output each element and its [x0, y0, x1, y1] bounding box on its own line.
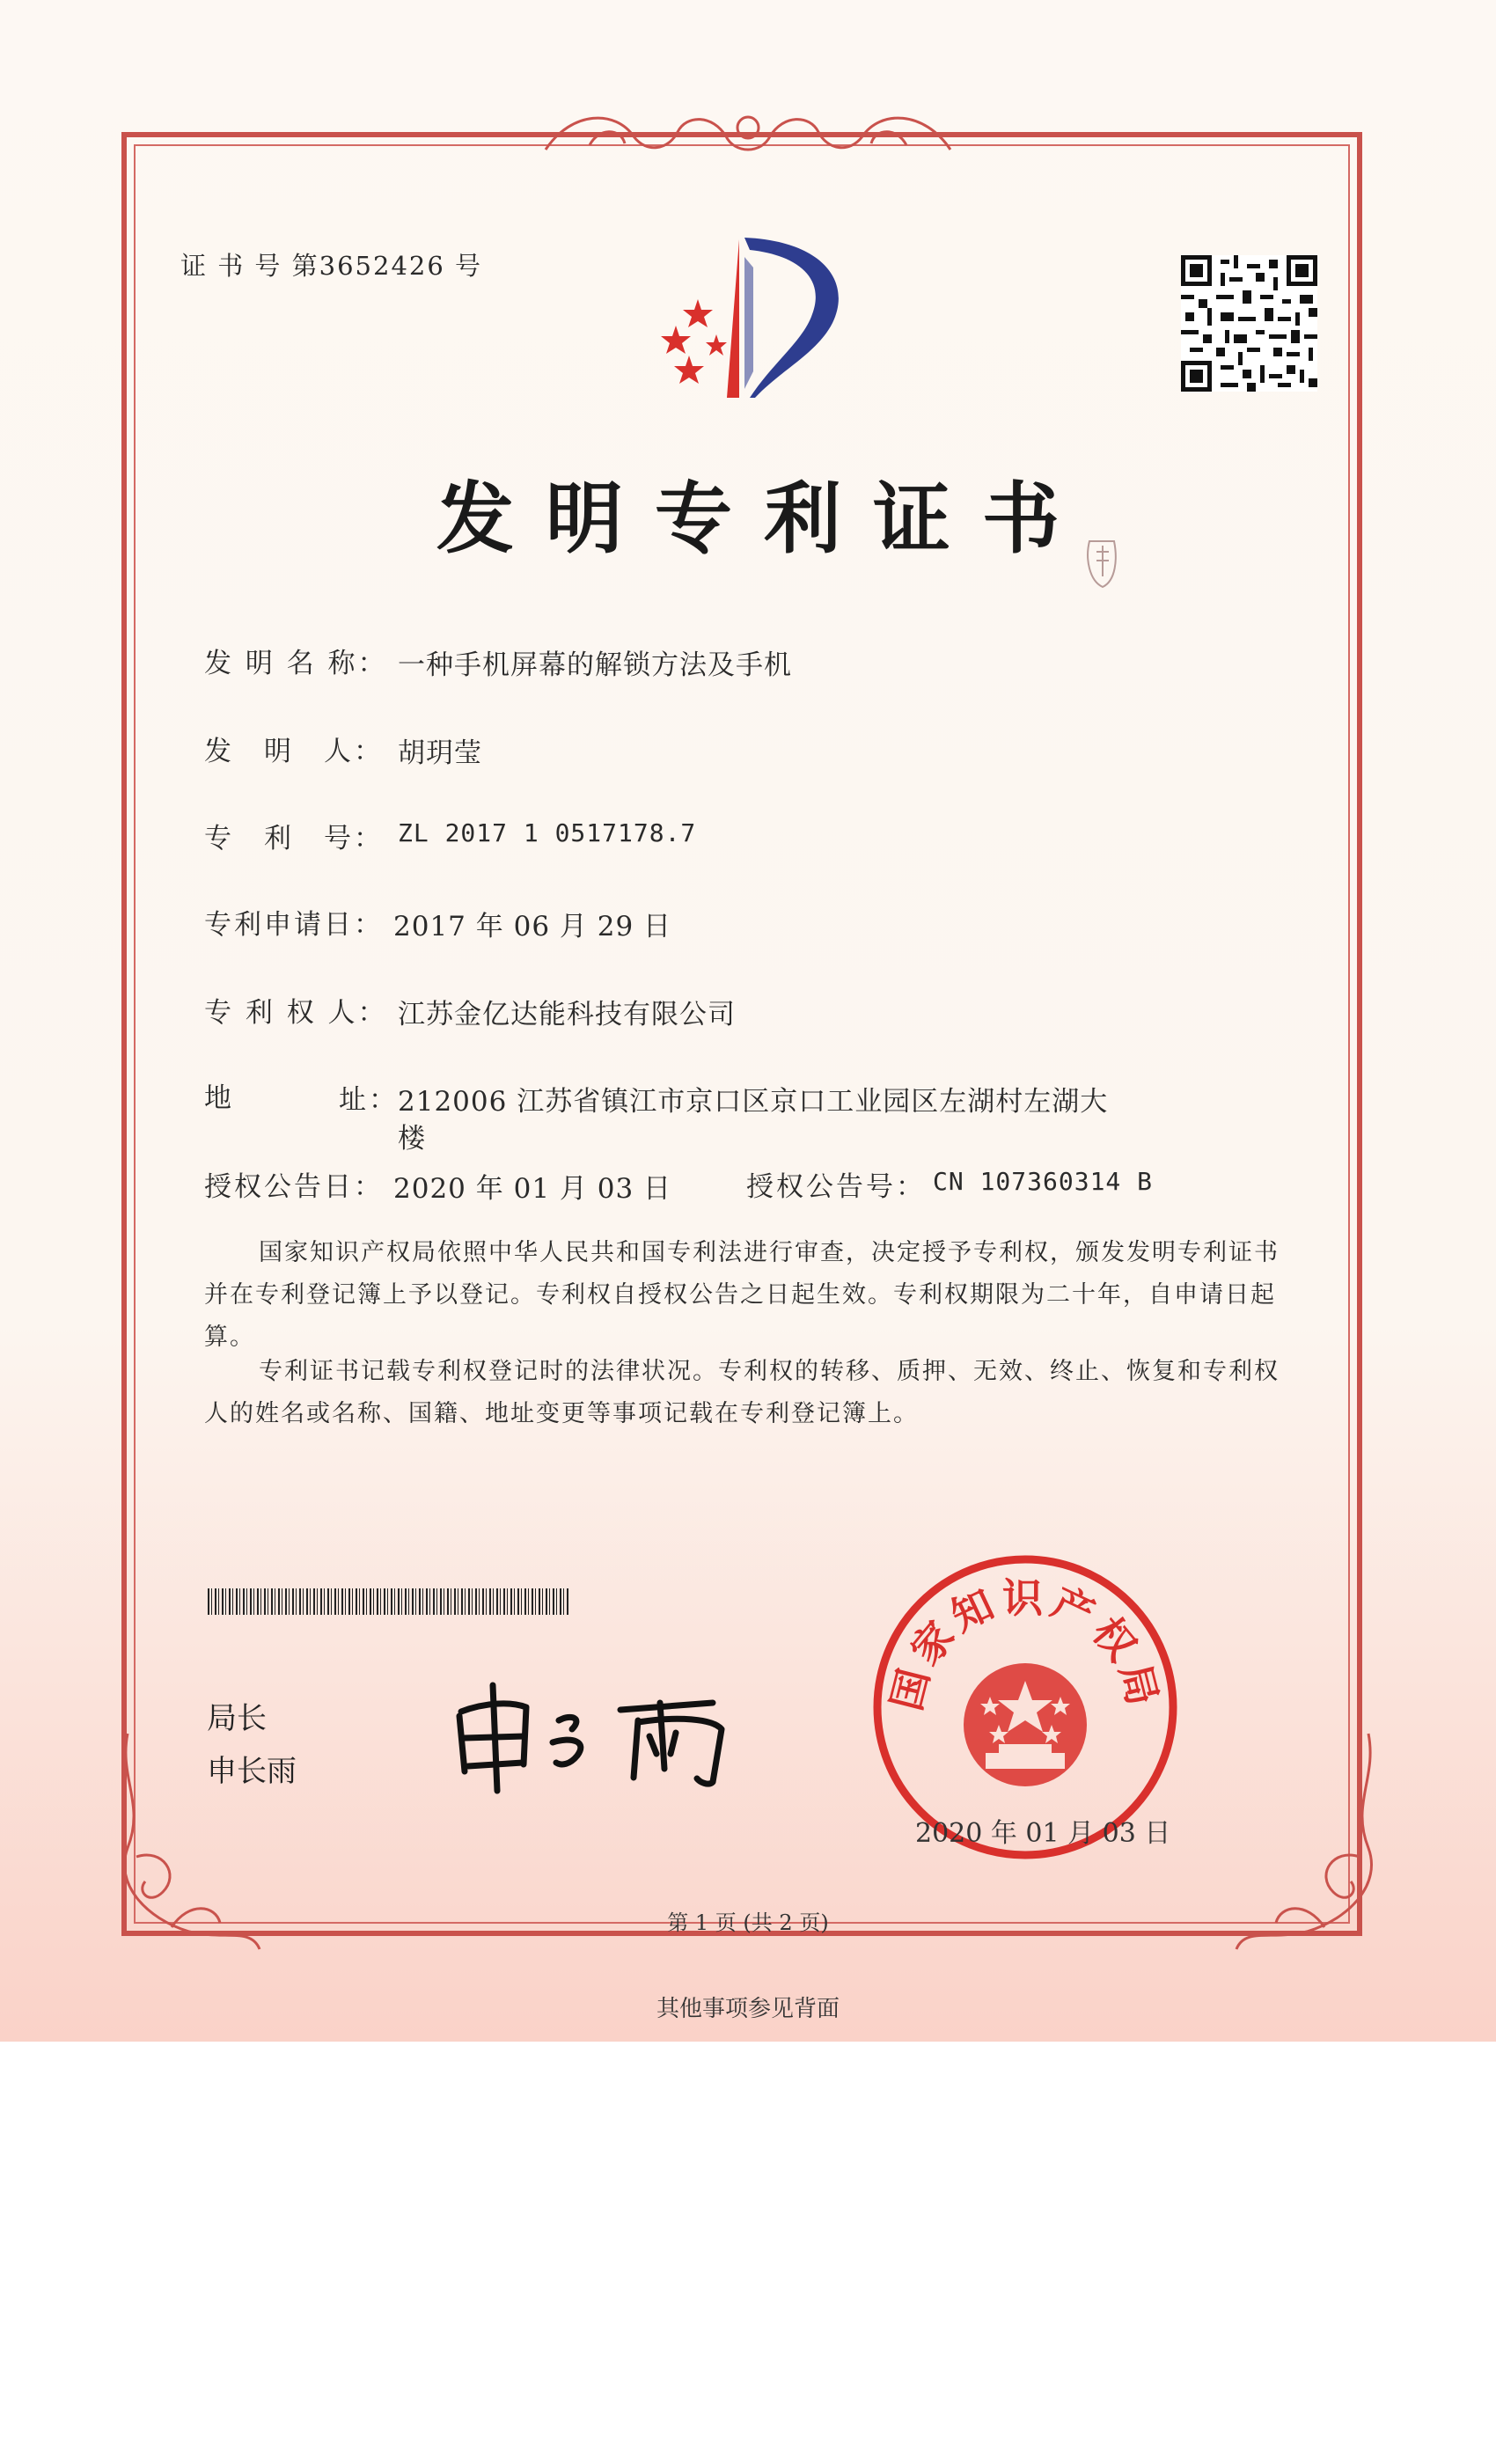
certificate-title: 发明专利证书: [436, 473, 1091, 564]
seal-text: 国家知识产权局: [882, 1574, 1169, 1715]
body-paragraph-2: 专利证书记载专利权登记时的法律状况。专利权的转移、质押、无效、终止、恢复和专利权人的姓名或名称、国籍、地址变更等事项记载在专利登记簿上。: [204, 1358, 1280, 1427]
filing-date-label: 专利申请日：: [204, 909, 384, 941]
director-signature: [449, 1668, 748, 1795]
small-stamp-mark: [1081, 532, 1125, 594]
grant-no-label: 授权公告号：: [746, 1171, 926, 1203]
patent-no: ZL 2017 1 0517178.7: [398, 818, 697, 847]
grant-no: CN 107360314 B: [933, 1167, 1154, 1196]
patentee-label: 专 利 权 人：: [204, 997, 388, 1029]
director-name: 申长雨: [207, 1754, 297, 1789]
inventor: 胡玥莹: [398, 737, 482, 769]
barcode: [208, 1588, 570, 1615]
page-number: 第 1 页 (共 2 页): [667, 1910, 829, 1935]
top-ornament: [537, 101, 959, 167]
patent-office-emblem: [641, 231, 869, 407]
patent-no-label: 专 利 号：: [204, 823, 384, 854]
patentee: 江苏金亿达能科技有限公司: [398, 999, 736, 1030]
invention-name-label: 发 明 名 称：: [204, 648, 388, 679]
address-label-part2: 址：: [339, 1084, 399, 1116]
address-label-part1: 地: [204, 1082, 234, 1114]
invention-name: 一种手机屏幕的解锁方法及手机: [398, 649, 792, 681]
back-note: 其他事项参见背面: [656, 1996, 840, 2022]
address-line-2: 楼: [398, 1123, 426, 1155]
body-paragraph-1: 国家知识产权局依照中华人民共和国专利法进行审查，决定授予专利权，颁发发明专利证书并在专利登记簿上予以登记。专利权自授权公告之日起生效。专利权期限为二十年，自申请日起算。: [204, 1239, 1280, 1351]
director-title: 局长: [207, 1701, 267, 1736]
grant-date-label: 授权公告日：: [204, 1171, 384, 1203]
address-line-1: 212006 江苏省镇江市京口区京口工业园区左湖村左湖大: [398, 1086, 1109, 1118]
qr-code: [1181, 255, 1317, 392]
filing-date: 2017 年 06 月 29 日: [393, 911, 672, 942]
seal-date: 2020 年 01 月 03 日: [915, 1818, 1171, 1849]
inventor-label: 发 明 人：: [204, 736, 384, 767]
certificate-number: 证 书 号 第3652426 号: [180, 251, 483, 281]
grant-date: 2020 年 01 月 03 日: [393, 1173, 672, 1205]
